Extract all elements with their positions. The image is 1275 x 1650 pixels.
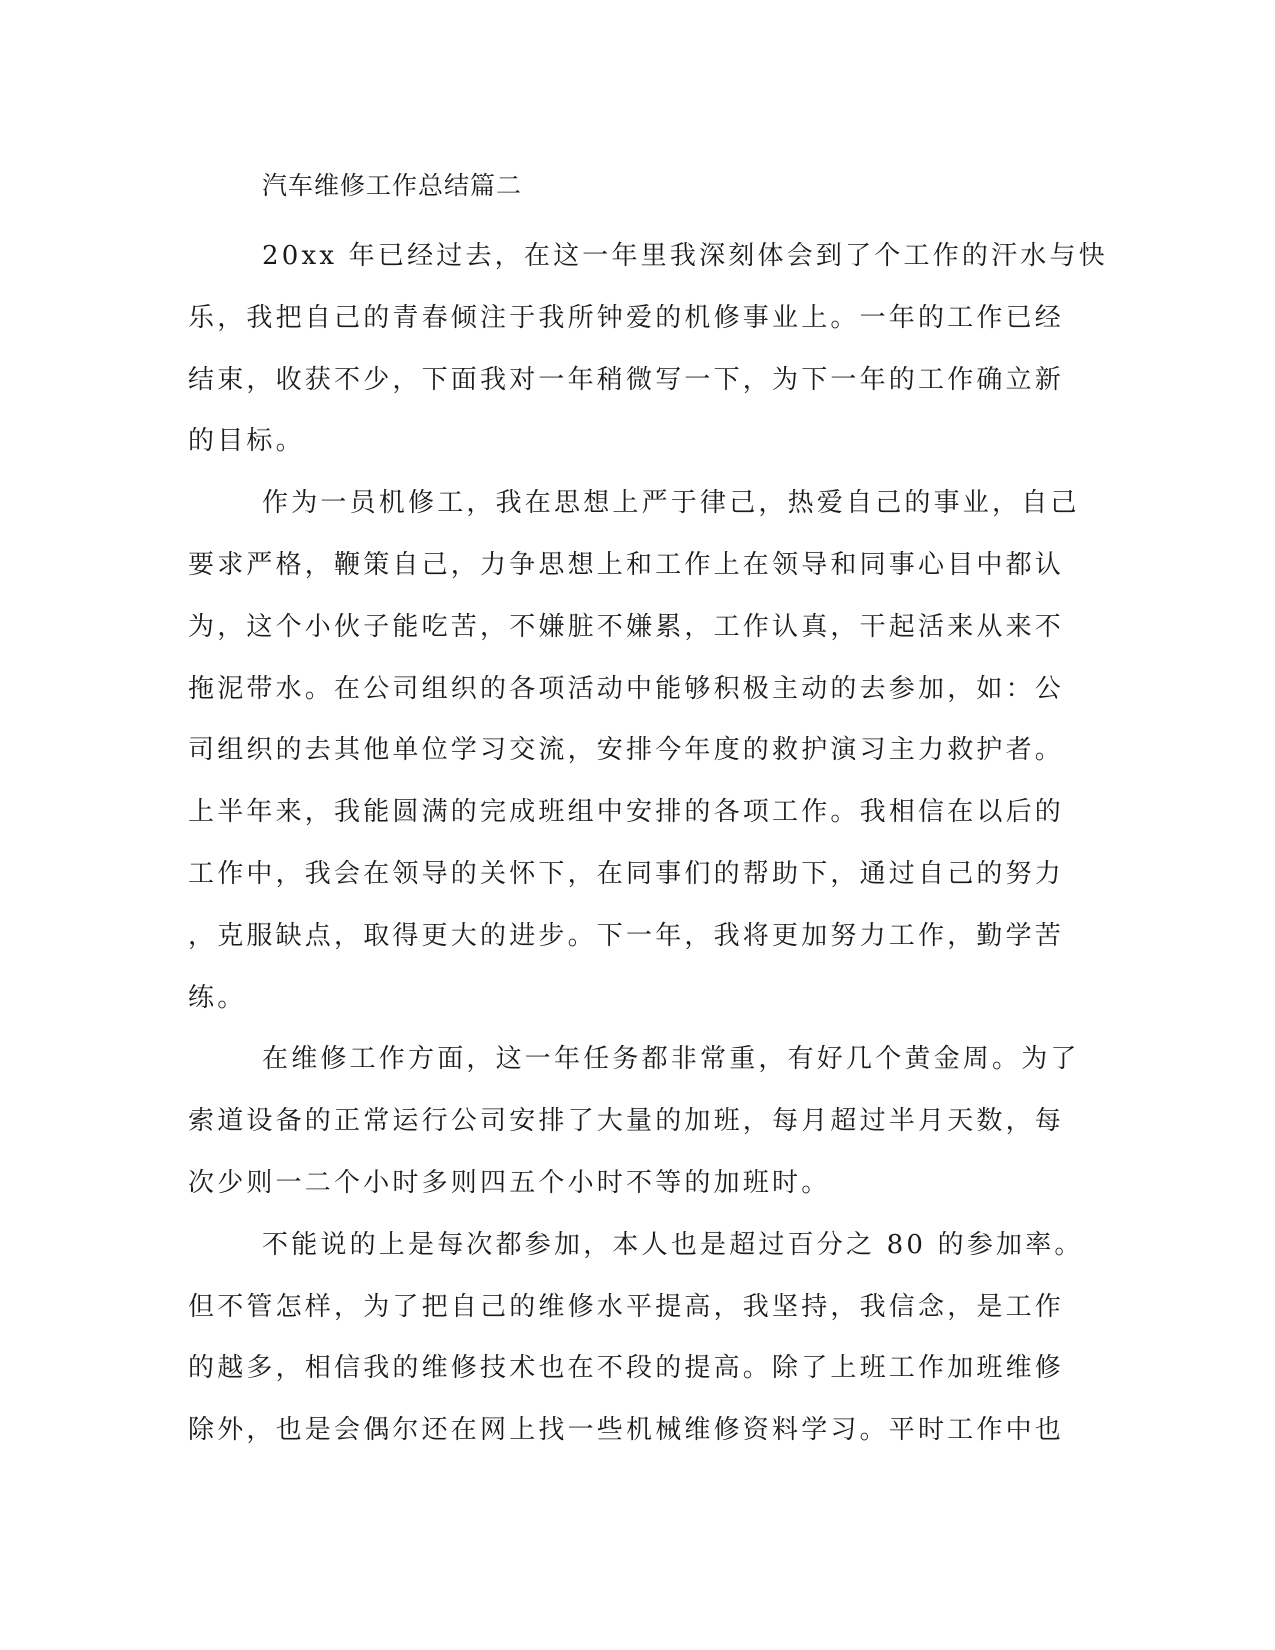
- paragraph-4: [188, 1215, 1088, 1462]
- text-line: 不能说的上是每次都参加，本人也是超过百分之 80 的参加率。: [262, 1229, 1084, 1260]
- document-title: 汽车维修工作总结篇二: [262, 171, 523, 200]
- document-body: [188, 226, 1108, 1462]
- text-line: 作为一员机修工，我在思想上严于律己，热爱自己的事业，自己: [262, 488, 1080, 519]
- text-line: 工作中，我会在领导的关怀下，在同事们的帮助下，通过自己的努力: [188, 858, 1065, 889]
- text-line: 索道设备的正常运行公司安排了大量的加班，每月超过半月天数，每: [188, 1106, 1065, 1137]
- text-line: 在维修工作方面，这一年任务都非常重，有好几个黄金周。为了: [262, 1044, 1080, 1075]
- text-line: 的越多，相信我的维修技术也在不段的提高。除了上班工作加班维修: [188, 1353, 1065, 1384]
- text-line: 练。: [188, 982, 247, 1013]
- paragraph-1: [188, 226, 1108, 473]
- text-line: ，克服缺点，取得更大的进步。下一年，我将更加努力工作，勤学苦: [188, 920, 1065, 951]
- text-line: 20xx 年已经过去，在这一年里我深刻体会到了个工作的汗水与快: [262, 241, 1108, 271]
- text-line: 结束，收获不少，下面我对一年稍微写一下，为下一年的工作确立新: [188, 364, 1065, 395]
- paragraph-3: [188, 1029, 1088, 1214]
- paragraph-2: [188, 473, 1088, 1029]
- text-line: 除外，也是会偶尔还在网上找一些机械维修资料学习。平时工作中也: [188, 1415, 1065, 1446]
- text-line: 的目标。: [188, 426, 305, 457]
- text-line: 乐，我把自己的青春倾注于我所钟爱的机修事业上。一年的工作已经: [188, 302, 1065, 333]
- text-line: 但不管怎样，为了把自己的维修水平提高，我坚持，我信念，是工作: [188, 1291, 1065, 1322]
- text-line: 司组织的去其他单位学习交流，安排今年度的救护演习主力救护者。: [188, 735, 1065, 766]
- text-line: 上半年来，我能圆满的完成班组中安排的各项工作。我相信在以后的: [188, 797, 1065, 828]
- text-line: 拖泥带水。在公司组织的各项活动中能够积极主动的去参加，如：公: [188, 673, 1065, 704]
- text-line: 要求严格，鞭策自己，力争思想上和工作上在领导和同事心目中都认: [188, 549, 1065, 580]
- text-line: 为，这个小伙子能吃苦，不嫌脏不嫌累，工作认真，干起活来从来不: [188, 611, 1065, 642]
- text-line: 次少则一二个小时多则四五个小时不等的加班时。: [188, 1167, 831, 1198]
